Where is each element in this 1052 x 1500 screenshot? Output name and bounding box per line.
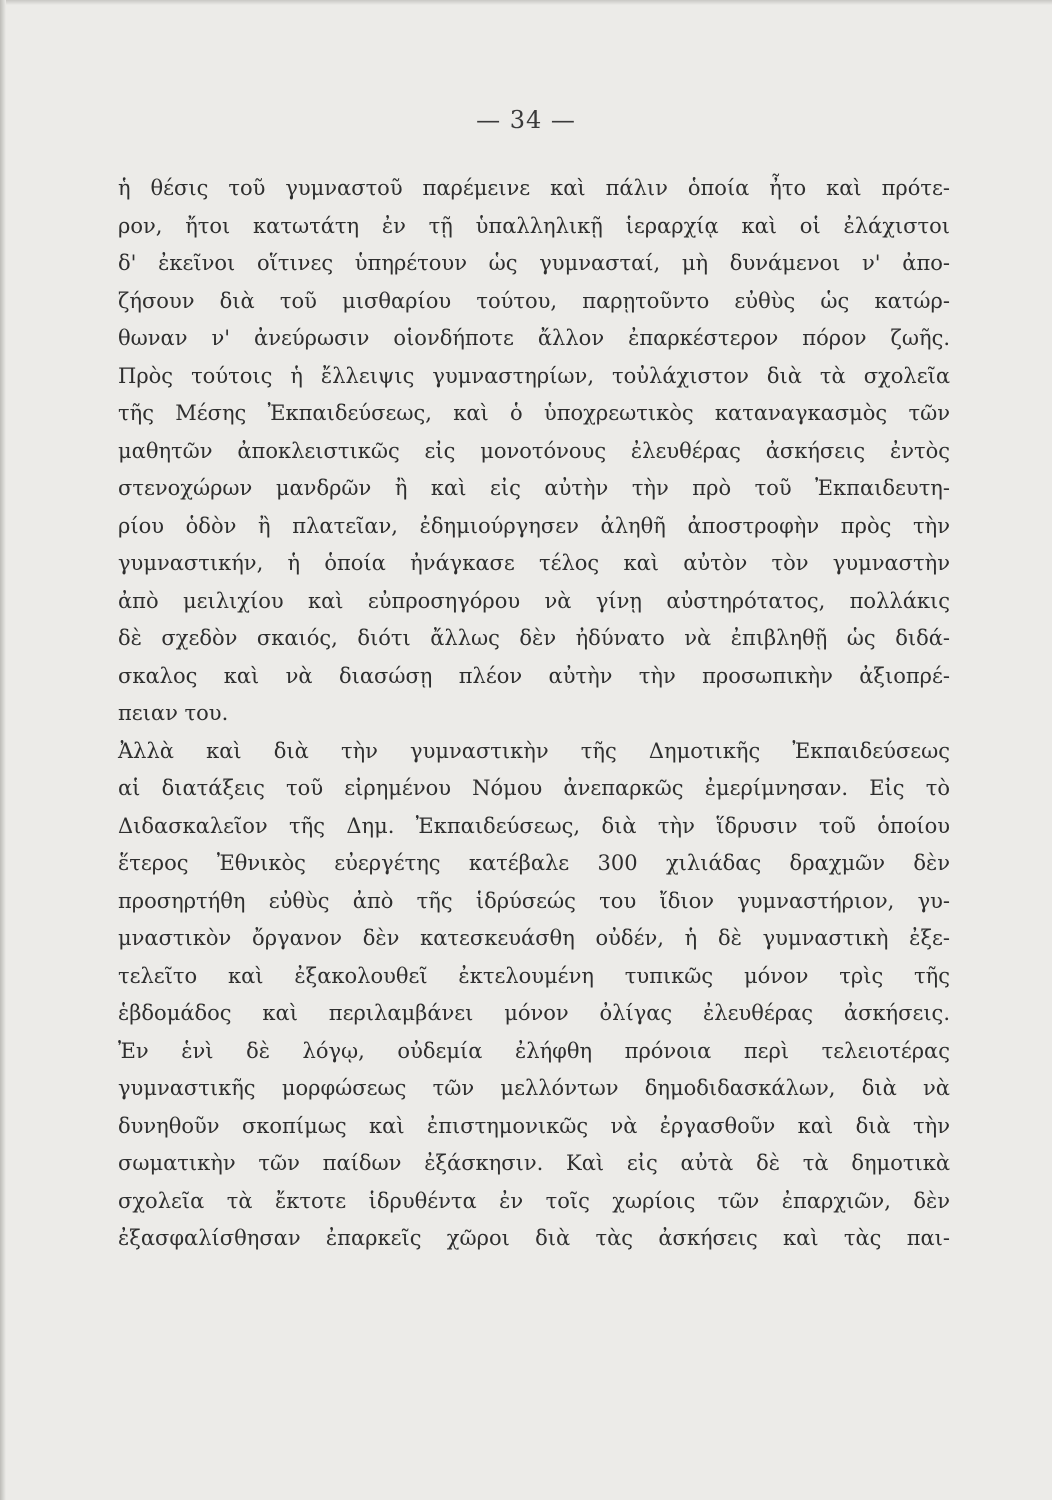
text-line: πειαν του. [118, 701, 229, 725]
text-line: ζήσουν διὰ τοῦ μισθαρίου τούτου, παρῃτοῦντο εὐθὺς ὡς κατώρ- [118, 288, 950, 313]
text-line: μναστικὸν ὄργανον δὲν κατεσκευάσθη οὐδέν, ἡ δὲ γυμναστικὴ ἐξε- [118, 926, 950, 950]
text-line: ἡ θέσις τοῦ γυμναστοῦ παρέμεινε καὶ πάλιν ὁποία ἦτο καὶ πρότε- [118, 176, 950, 200]
text-line: ἕτερος Ἐθνικὸς εὐεργέτης κατέβαλε 300 χιλιάδας δραχμῶν δὲν [118, 851, 950, 875]
text-line: σκαλος καὶ νὰ διασώσῃ πλέον αὐτὴν τὴν προσωπικὴν ἀξιοπρέ- [118, 663, 950, 688]
text-line: Πρὸς τούτοις ἡ ἔλλειψις γυμναστηρίων, τοὐλάχιστον διὰ τὰ σχολεῖα [118, 363, 950, 388]
text-line: ρίου ὁδὸν ἢ πλατεῖαν, ἐδημιούργησεν ἀληθῆ ἀποστροφὴν πρὸς τὴν [118, 513, 950, 538]
text-line: μαθητῶν ἀποκλειστικῶς εἰς μονοτόνους ἐλευθέρας ἀσκήσεις ἐντὸς [118, 438, 950, 463]
text-line: δυνηθοῦν σκοπίμως καὶ ἐπιστημονικῶς νὰ ἐργασθοῦν καὶ διὰ τὴν [118, 1113, 950, 1138]
text-line: στενοχώρων μανδρῶν ἢ καὶ εἰς αὐτὴν τὴν πρὸ τοῦ Ἐκπαιδευτη- [118, 476, 950, 500]
page-top-edge [0, 0, 1052, 5]
text-line: ἀπὸ μειλιχίου καὶ εὐπροσηγόρου νὰ γίνῃ αὐστηρότατος, πολλάκις [118, 588, 950, 613]
text-line: προσηρτήθη εὐθὺς ἀπὸ τῆς ἱδρύσεώς του ἴδιον γυμναστήριον, γυ- [118, 888, 950, 913]
text-line: δ' ἐκεῖνοι οἵτινες ὑπηρέτουν ὡς γυμνασταί, μὴ δυνάμενοι ν' ἀπο- [118, 251, 950, 275]
page-number: — 34 — [476, 106, 576, 134]
text-line: αἱ διατάξεις τοῦ εἰρημένου Νόμου ἀνεπαρκῶς ἐμερίμνησαν. Εἰς τὸ [118, 776, 950, 800]
text-line: Διδασκαλεῖον τῆς Δημ. Ἐκπαιδεύσεως, διὰ τὴν ἵδρυσιν τοῦ ὁποίου [118, 813, 950, 838]
text-line: σωματικὴν τῶν παίδων ἐξάσκησιν. Καὶ εἰς αὐτὰ δὲ τὰ δημοτικὰ [118, 1151, 950, 1175]
text-line: γυμναστικῆς μορφώσεως τῶν μελλόντων δημοδιδασκάλων, διὰ νὰ [118, 1076, 950, 1100]
text-line: Ἐν ἑνὶ δὲ λόγῳ, οὐδεμία ἐλήφθη πρόνοια περὶ τελειοτέρας [118, 1038, 950, 1063]
text-line: γυμναστικήν, ἡ ὁποία ἠνάγκασε τέλος καὶ αὐτὸν τὸν γυμναστὴν [118, 551, 950, 575]
text-line: Ἀλλὰ καὶ διὰ τὴν γυμναστικὴν τῆς Δημοτικῆς Ἐκπαιδεύσεως [118, 738, 950, 763]
text-line: τῆς Μέσης Ἐκπαιδεύσεως, καὶ ὁ ὑποχρεωτικὸς καταναγκασμὸς τῶν [118, 401, 950, 425]
body-text [118, 170, 950, 1258]
text-line: τελεῖτο καὶ ἐξακολουθεῖ ἐκτελουμένη τυπικῶς μόνον τρὶς τῆς [118, 963, 950, 988]
text-line: ἐξασφαλίσθησαν ἐπαρκεῖς χῶροι διὰ τὰς ἀσκήσεις καὶ τὰς παι- [118, 1226, 950, 1250]
text-line: ρον, ἤτοι κατωτάτη ἐν τῇ ὑπαλληλικῇ ἱεραρχίᾳ καὶ οἱ ἐλάχιστοι [118, 213, 950, 238]
page-left-edge [0, 0, 6, 1500]
text-line: θωναν ν' ἀνεύρωσιν οἱονδήποτε ἄλλον ἐπαρκέστερον πόρον ζωῆς. [118, 326, 950, 350]
text-line: δὲ σχεδὸν σκαιός, διότι ἄλλως δὲν ἠδύνατο νὰ ἐπιβληθῇ ὡς διδά- [118, 626, 950, 650]
text-line: ἑβδομάδος καὶ περιλαμβάνει μόνον ὀλίγας ἐλευθέρας ἀσκήσεις. [118, 1001, 950, 1025]
text-line: σχολεῖα τὰ ἔκτοτε ἱδρυθέντα ἐν τοῖς χωρίοις τῶν ἐπαρχιῶν, δὲν [118, 1188, 950, 1213]
